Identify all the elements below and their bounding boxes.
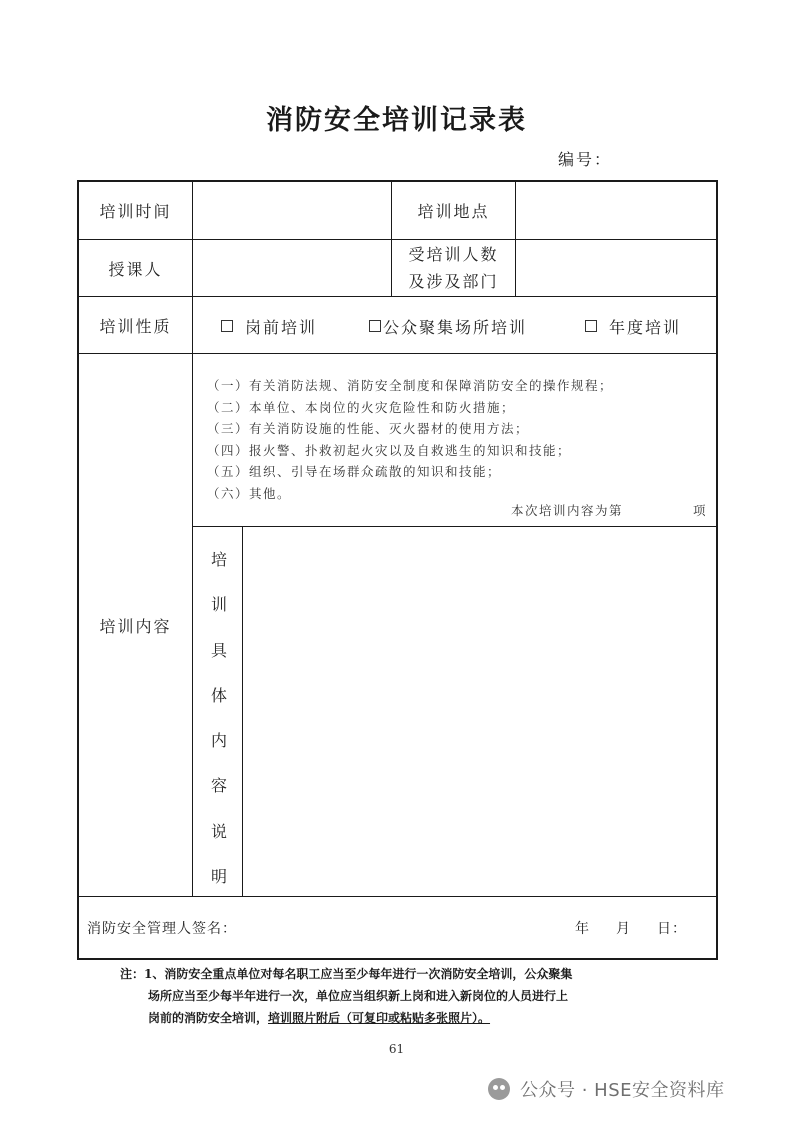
option-public-venue[interactable] [369,298,527,354]
content-count-line [511,501,707,519]
detail-label-vertical [194,547,244,887]
detail-description-field[interactable] [243,527,716,896]
list-item: （三）有关消防设施的性能、灭火器材的使用方法； [207,421,530,436]
lecturer-label: 授课人 [108,259,163,279]
checkbox-icon[interactable] [585,320,597,332]
serial-number [558,147,659,170]
detail-char: 内 [210,731,227,751]
trainees-label [392,240,515,296]
checkbox-icon[interactable] [221,320,233,332]
training-nature-label: 培训性质 [99,316,172,336]
detail-char: 具 [210,640,227,660]
watermark-text: 公众号 · HSE安全资料库 [520,1080,725,1101]
note-line2: 场所应当至少每半年进行一次，单位应当组织新上岗和进入新岗位的人员进行上 [148,989,569,1003]
detail-char: 训 [210,595,227,615]
list-item: （一）有关消防法规、消防安全制度和保障消防安全的操作规程； [207,378,614,393]
training-place-label: 培训地点 [417,202,490,221]
note-line3-plain: 岗前的消防安全培训， [148,1011,269,1025]
detail-char: 明 [210,866,227,886]
count-prefix: 本次培训内容为第 [511,503,624,518]
training-place-field[interactable] [516,182,716,239]
detail-char: 容 [210,776,227,796]
document-title: 消防安全培训记录表 [266,105,527,136]
training-content-label: 培训内容 [99,616,172,636]
training-nature-options [193,298,718,354]
day-label: 日： [657,921,687,937]
option-annual[interactable] [585,298,681,354]
detail-char: 说 [210,821,227,841]
list-item: （五）组织、引导在场群众疏散的知识和技能； [207,464,502,479]
detail-char: 培 [210,550,227,569]
note-line3-underlined: 培训照片附后（可复印或粘贴多张照片）。 [268,1011,491,1025]
page-number: 61 [388,1042,405,1056]
wechat-icon [488,1078,510,1100]
month-label: 月 [616,921,631,937]
note-line3 [120,1007,680,1029]
note-line1: 注：1、消防安全重点单位对每名职工应当至少每年进行一次消防安全培训，公众聚集 [120,967,573,981]
list-item: （六）其他。 [207,485,292,501]
lecturer-field[interactable] [193,240,391,296]
trainees-label-line1: 受培训人数 [408,245,499,264]
detail-char: 体 [210,685,227,705]
signature-date [575,918,687,938]
checkbox-icon[interactable] [369,320,381,332]
option-label: 岗前培训 [245,317,318,337]
list-item: （四）报火警、扑救初起火灾以及自救逃生的知识和技能； [207,442,572,458]
footnote [120,963,680,1029]
option-pre-job[interactable] [221,298,317,354]
watermark [488,1076,725,1102]
option-label: 公众聚集场所培训 [383,317,528,337]
option-label: 年度培训 [609,317,682,337]
training-record-form [77,180,718,960]
list-item: （二）本单位、本岗位的火灾危险性和防火措施； [207,399,516,415]
signature-row [87,898,707,958]
content-items-list [207,375,707,504]
year-label: 年 [575,921,590,937]
trainees-field[interactable] [516,240,716,296]
row-divider [79,896,716,897]
training-time-field[interactable] [193,182,391,239]
trainees-label-line2: 及涉及部门 [408,272,499,291]
signature-label: 消防安全管理人签名： [87,921,237,937]
count-suffix: 项 [693,503,708,518]
serial-label: 编号： [558,150,613,169]
training-time-label: 培训时间 [99,202,172,221]
